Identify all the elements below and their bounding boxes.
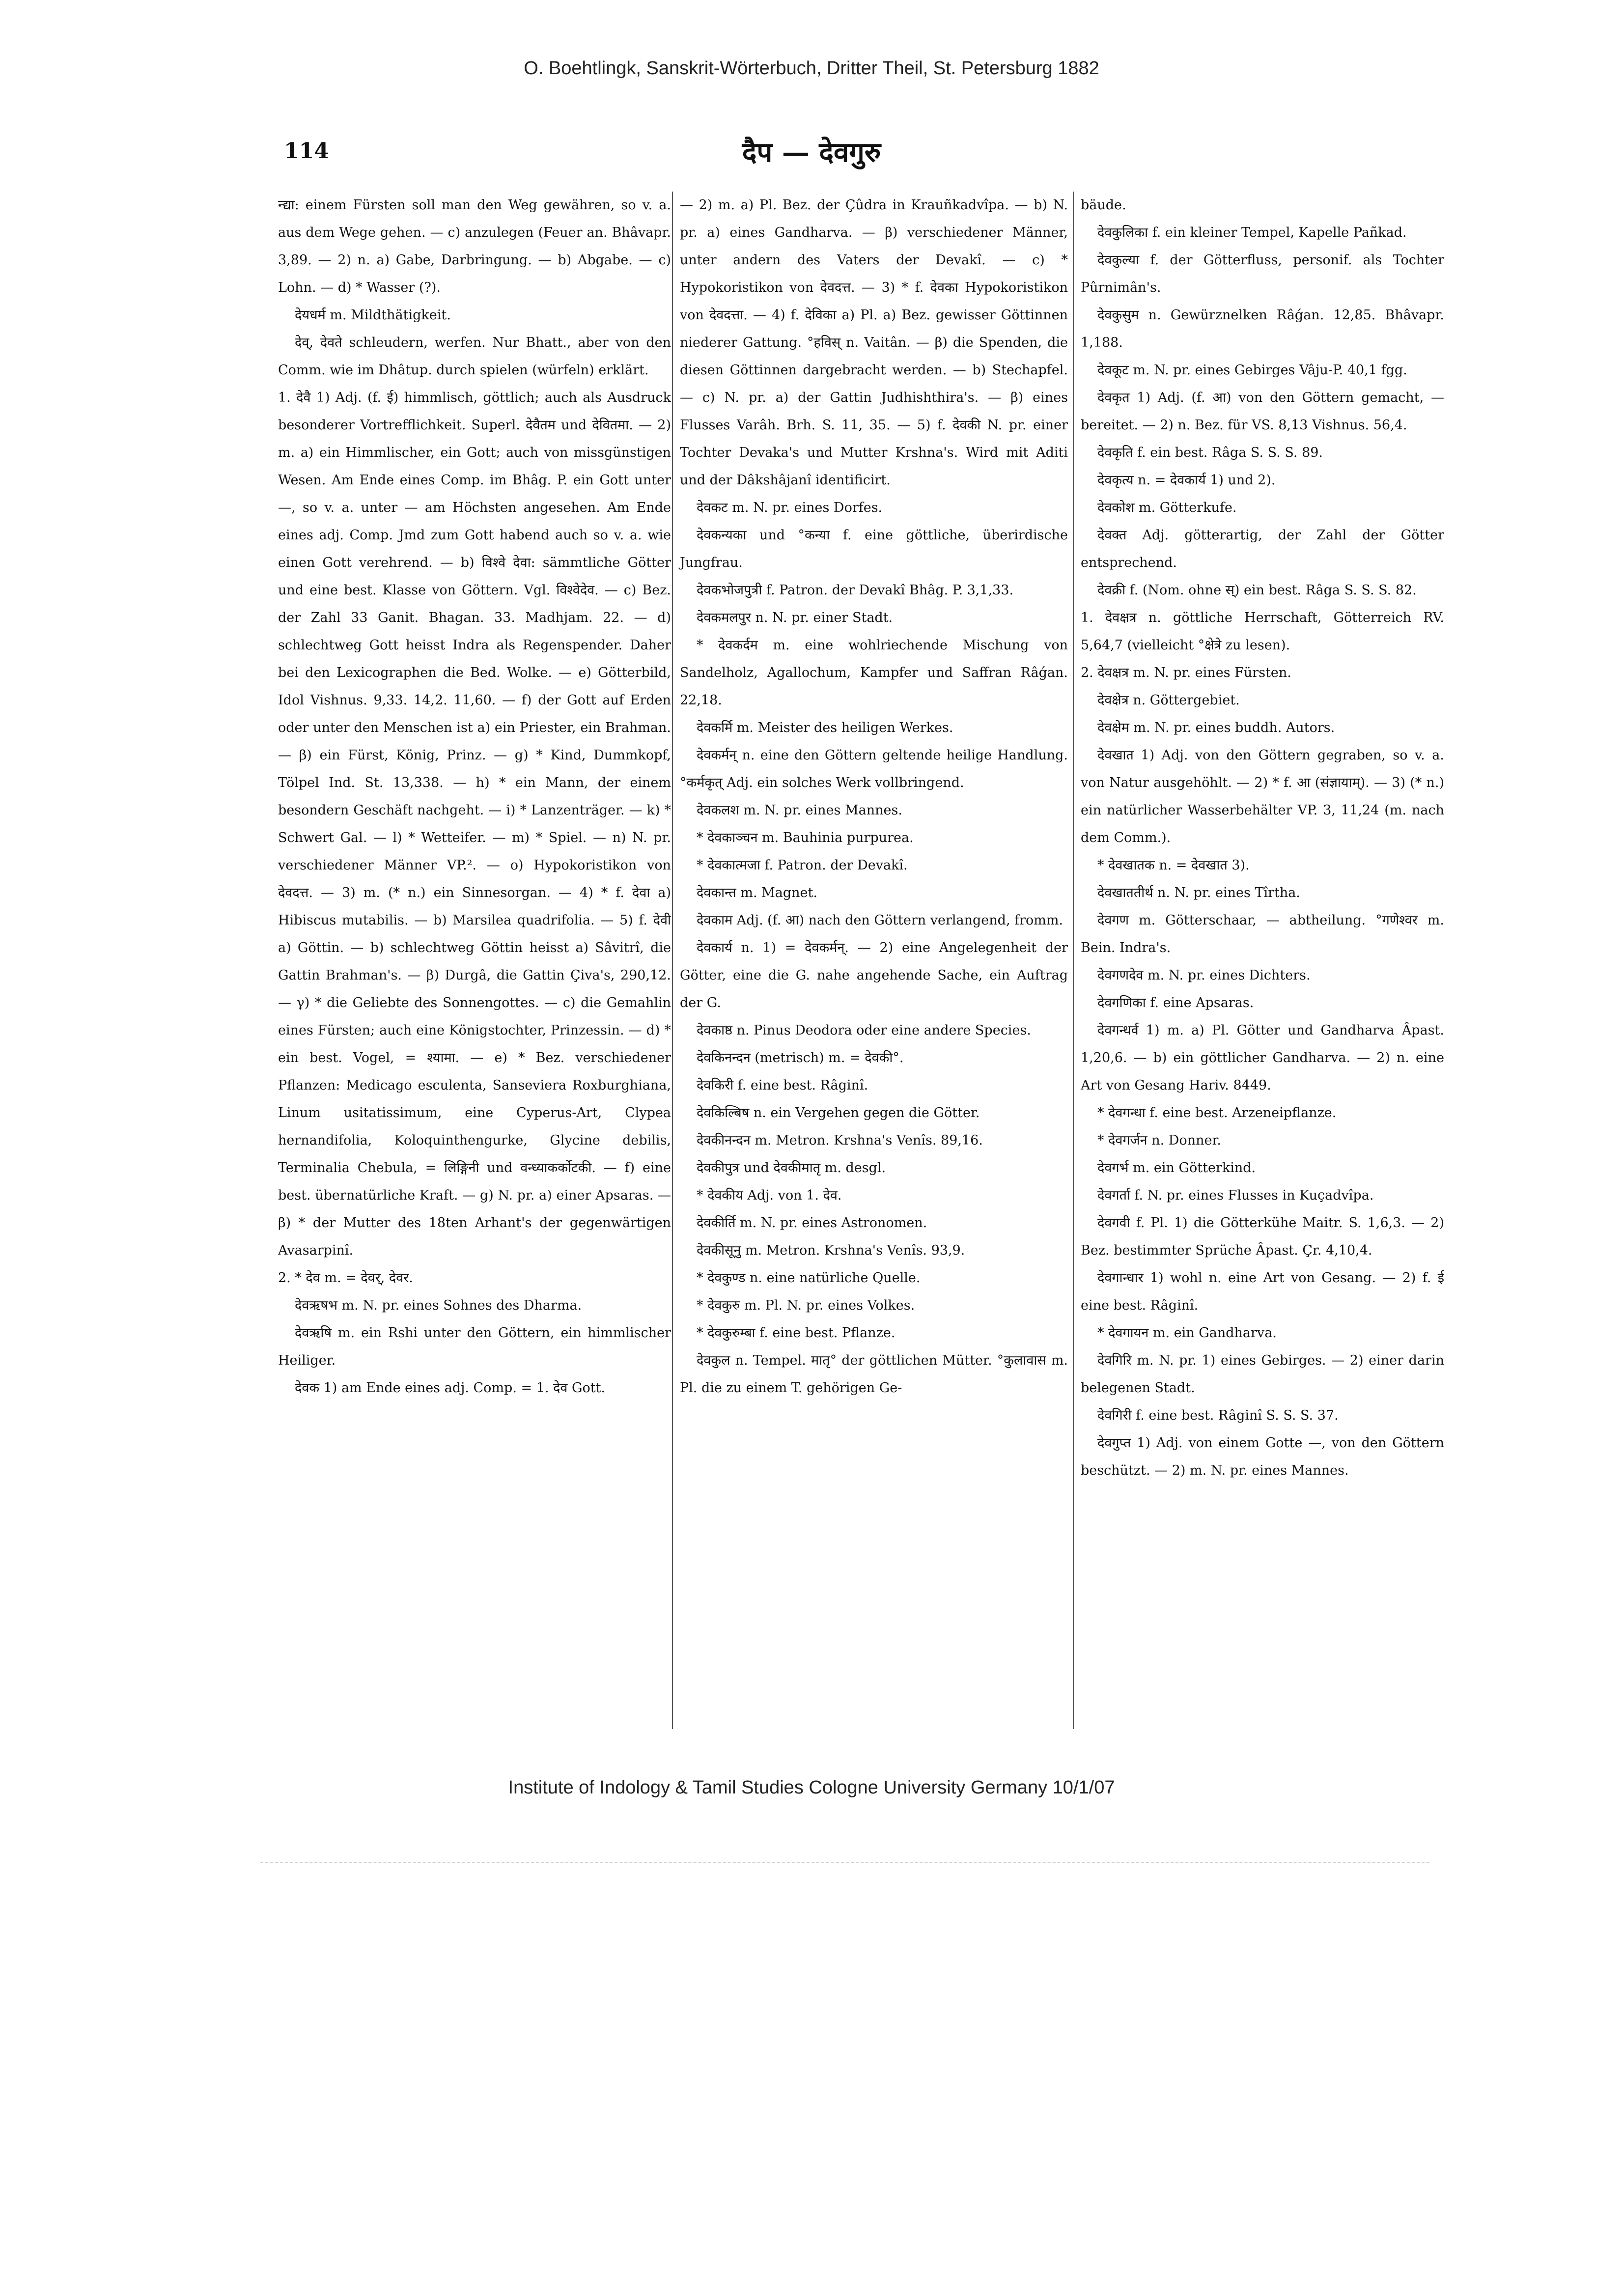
dictionary-entry: देवक्त Adj. götterartig, der Zahl der Götter entsprechend.	[1081, 528, 1444, 570]
dictionary-entry: देवकमलपुर n. N. pr. einer Stadt.	[697, 610, 893, 625]
dictionary-entry: * देवकीय Adj. von 1. देव.	[697, 1188, 842, 1203]
dictionary-entry: देवकीनन्दन m. Metron. Krshna's Venîs. 89,16.	[697, 1133, 983, 1148]
dictionary-entry: देवक्षेत्र n. Göttergebiet.	[1097, 693, 1240, 708]
dictionary-entry: * देवकर्दम m. eine wohlriechende Mischung von Sandelholz, Agallochum, Kampfer und Saffran Râǵan. 22,18.	[680, 638, 1068, 708]
dictionary-entry: देवकार्य n. 1) = देवकर्मन्. — 2) eine Angelegenheit der Götter, eine die G. nahe angehende Sache, ein Auftrag der G.	[680, 940, 1068, 1010]
dictionary-entry: * देवकात्मजा f. Patron. der Devakî.	[697, 858, 908, 873]
dictionary-entry: देवकुलिका f. ein kleiner Tempel, Kapelle Pañkad.	[1097, 225, 1407, 240]
dictionary-entry: देवकोश m. Götterkufe.	[1097, 500, 1237, 515]
dictionary-entry: 2. देवक्षत्र m. N. pr. eines Fürsten.	[1081, 665, 1291, 680]
dictionary-entry: देवक्री f. (Nom. ohne स्) ein best. Râga S. S. S. 82.	[1097, 583, 1417, 598]
dictionary-column-2	[672, 192, 1068, 1729]
dictionary-entry: देवखाततीर्थ n. N. pr. eines Tîrtha.	[1097, 885, 1300, 900]
dictionary-entry: देवकिरी f. eine best. Râginî.	[697, 1078, 868, 1093]
dictionary-entry: 2. * देव m. = देवर्, देवर.	[278, 1270, 413, 1286]
dictionary-entry: देवकीपुत्र und देवकीमातृ m. desgl.	[697, 1160, 886, 1176]
source-footer: Institute of Indology & Tamil Studies Cologne University Germany 10/1/07	[508, 1777, 1115, 1798]
dictionary-entry: * देवकुण्ड n. eine natürliche Quelle.	[697, 1270, 921, 1286]
scan-divider	[260, 1862, 1429, 1863]
dictionary-entry: देवकृत्य n. = देवकार्य 1) und 2).	[1097, 473, 1276, 488]
dictionary-entry: देवकृत 1) Adj. (f. आ) von den Göttern gemacht, — bereitet. — 2) n. Bez. für VS. 8,13 Vishnus. 56,4.	[1081, 390, 1444, 433]
dictionary-entry: देवगान्धार 1) wohl n. eine Art von Gesang. — 2) f. ई eine best. Râginî.	[1081, 1270, 1444, 1313]
dictionary-entry: देवऋषि m. ein Rshi unter den Göttern, ein himmlischer Heiliger.	[278, 1325, 671, 1368]
dictionary-entry: देवगवी f. Pl. 1) die Götterkühe Maitr. S. 1,6,3. — 2) Bez. bestimmter Sprüche Âpast. Çr. 4,10,4.	[1081, 1215, 1444, 1258]
dictionary-entry: देवक 1) am Ende eines adj. Comp. = 1. देव Gott.	[295, 1380, 606, 1396]
dictionary-entry: देवकर्मन् n. eine den Göttern geltende heilige Handlung. °कर्मकृत् Adj. ein solches Werk vollbringend.	[680, 748, 1068, 790]
dictionary-entry: देवकिल्बिष n. ein Vergehen gegen die Götter.	[697, 1105, 980, 1120]
dictionary-entry: देवकाम Adj. (f. आ) nach den Göttern verlangend, fromm.	[697, 913, 1063, 928]
dictionary-entry: * देवखातक n. = देवखात 3).	[1097, 858, 1250, 873]
dictionary-entry: देवकन्यका und °कन्या f. eine göttliche, überirdische Jungfrau.	[680, 528, 1068, 570]
dictionary-entry: bäude.	[1081, 197, 1126, 213]
dictionary-entry: देव्, देवते schleudern, werfen. Nur Bhatt., aber von den Comm. wie im Dhâtup. durch spielen (würfeln) erklärt.	[278, 335, 671, 378]
dictionary-entry: देवकिनन्दन (metrisch) m. = देवकी°.	[697, 1050, 904, 1065]
running-head: दैप — देवगुरु	[742, 136, 881, 168]
dictionary-entry: 1. देवक्षत्र n. göttliche Herrschaft, Götterreich RV. 5,64,7 (vielleicht °क्षेत्रे zu lesen).	[1081, 610, 1444, 653]
dictionary-entry: देवकाष्ठ n. Pinus Deodora oder eine andere Species.	[697, 1023, 1031, 1038]
dictionary-entry: देवक्षेम m. N. pr. eines buddh. Autors.	[1097, 720, 1335, 735]
dictionary-entry: देवगर्ता f. N. pr. eines Flusses in Kuçadvîpa.	[1097, 1188, 1374, 1203]
page-number: 114	[284, 139, 329, 164]
dictionary-entry: * देवगायन m. ein Gandharva.	[1097, 1325, 1277, 1341]
dictionary-entry: देवगिरि m. N. pr. 1) eines Gebirges. — 2) einer darin belegenen Stadt.	[1081, 1353, 1444, 1396]
dictionary-entry: देवगण m. Götterschaar, — abtheilung. °गणेश्वर m. Bein. Indra's.	[1081, 913, 1444, 955]
dictionary-entry: देवकुल्या f. der Götterfluss, personif. als Tochter Pûrnimân's.	[1081, 252, 1444, 295]
dictionary-entry: देवकृति f. ein best. Râga S. S. S. 89.	[1097, 445, 1323, 460]
dictionary-entry: देवकभोजपुत्री f. Patron. der Devakî Bhâg. P. 3,1,33.	[697, 583, 1014, 598]
dictionary-entry: देवकीर्ति m. N. pr. eines Astronomen.	[697, 1215, 927, 1231]
dictionary-entry: देवकीसूनु m. Metron. Krshna's Venîs. 93,9.	[697, 1243, 965, 1258]
dictionary-column-3	[1073, 192, 1444, 1729]
dictionary-entry: न्द्या: einem Fürsten soll man den Weg gewähren, so v. a. aus dem Wege gehen. — c) anzulegen (Feuer an. Bhâvapr. 3,89. — 2) n. a) Gabe, Darbringung. — b) Abgabe. — c) Lohn. — d) * Wasser (?).	[278, 197, 671, 295]
dictionary-entry: देवकुसुम n. Gewürznelken Râǵan. 12,85. Bhâvapr. 1,188.	[1081, 308, 1444, 350]
dictionary-entry: देवगर्भ m. ein Götterkind.	[1097, 1160, 1256, 1176]
dictionary-entry: देवकलश m. N. pr. eines Mannes.	[697, 803, 902, 818]
dictionary-entry: * देवकाञ्चन m. Bauhinia purpurea.	[697, 830, 914, 845]
dictionary-entry: * देवकुरु m. Pl. N. pr. eines Volkes.	[697, 1298, 915, 1313]
dictionary-entry: देवगन्धर्व 1) m. a) Pl. Götter und Gandharva Âpast. 1,20,6. — b) ein göttlicher Gandharva. — 2) n. eine Art von Gesang Hariv. 8449.	[1081, 1023, 1444, 1093]
dictionary-column-1	[278, 192, 671, 1729]
dictionary-entry: देवकुल n. Tempel. मातृ° der göttlichen Mütter. °कुलावास m. Pl. die zu einem T. gehörigen Ge-	[680, 1353, 1068, 1396]
dictionary-entry: * देवगर्जन n. Donner.	[1097, 1133, 1221, 1148]
dictionary-entry: देयधर्म m. Mildthätigkeit.	[295, 308, 451, 323]
dictionary-entry: * देवगन्धा f. eine best. Arzeneipflanze.	[1097, 1105, 1337, 1120]
dictionary-entry: देवगुप्त 1) Adj. von einem Gotte —, von den Göttern beschützt. — 2) m. N. pr. eines Mannes.	[1081, 1435, 1444, 1478]
dictionary-entry: देवगणिका f. eine Apsaras.	[1097, 995, 1254, 1010]
dictionary-entry: — 2) m. a) Pl. Bez. der Çûdra in Krauñkadvîpa. — b) N. pr. a) eines Gandharva. — β) verschiedener Männer, unter andern des Vaters der Devakî. — c) * Hypokoristikon von देवदत्त. — 3) * f. देवका Hypokoristikon von देवदत्ता. — 4) f. देविका a) Pl. a) Bez. gewisser Göttinnen niederer Gattung. °हविस् n. Vaitân. — β) die Spenden, die diesen Göttinnen dargebracht werden. — b) Stechapfel. — c) N. pr. a) der Gattin Judhishthira's. — β) eines Flusses Varâh. Brh. S. 11, 35. — 5) f. देवकी N. pr. einer Tochter Devaka's und Mutter Krshna's. Wird mit Aditi und der Dâkshâjanî identificirt.	[680, 197, 1068, 488]
dictionary-entry: देवखात 1) Adj. von den Göttern gegraben, so v. a. von Natur ausgehöhlt. — 2) * f. आ (संज्ञायाम्). — 3) (* n.) ein natürlicher Wasserbehälter VP. 3, 11,24 (m. nach dem Comm.).	[1081, 748, 1444, 845]
dictionary-entry: देवकर्मि m. Meister des heiligen Werkes.	[697, 720, 953, 735]
dictionary-entry: देवगिरी f. eine best. Râginî S. S. S. 37.	[1097, 1408, 1339, 1423]
dictionary-entry: देवगणदेव m. N. pr. eines Dichters.	[1097, 968, 1311, 983]
dictionary-entry: देवकूट m. N. pr. eines Gebirges Vâju-P. 40,1 fgg.	[1097, 363, 1407, 378]
dictionary-entry: * देवकुरुम्बा f. eine best. Pflanze.	[697, 1325, 895, 1341]
dictionary-entry: 1. देवै 1) Adj. (f. ई) himmlisch, göttlich; auch als Ausdruck besonderer Vortrefflichkeit. Superl. देवैतम und देवितमा. — 2) m. a) ein Himmlischer, ein Gott; auch von missgünstigen Wesen. Am Ende eines Comp. im Bhâg. P. ein Gott unter —, so v. a. unter — am Höchsten angesehen. Am Ende eines adj. Comp. Jmd zum Gott habend auch so v. a. wie einen Gott verehrend. — b) विश्वे देवा: sämmtliche Götter und eine best. Klasse von Göttern. Vgl. विश्वेदेव. — c) Bez. der Zahl 33 Ganit. Bhagan. 33. Madhjam. 22. — d) schlechtweg Gott heisst Indra als Regenspender. Daher bei den Lexicographen die Bed. Wolke. — e) Götterbild, Idol Vishnus. 9,33. 14,2. 11,60. — f) der Gott auf Erden oder unter den Menschen ist a) ein Priester, ein Brahman. — β) ein Fürst, König, Prinz. — g) * Kind, Dummkopf, Tölpel Ind. St. 13,338. — h) * ein Mann, der einem besondern Geschäft nachgeht. — i) * Lanzenträger. — k) * Schwert Gal. — l) * Wetteifer. — m) * Spiel. — n) N. pr. verschiedener Männer VP.². — o) Hypokoristikon von देवदत्त. — 3) m. (* n.) ein Sinnesorgan. — 4) * f. देवा a) Hibiscus mutabilis. — b) Marsilea quadrifolia. — 5) f. देवी a) Göttin. — b) schlechtweg Göttin heisst a) Sâvitrî, die Gattin Brahman's. — β) Durgâ, die Gattin Çiva's, 290,12. — γ) * die Geliebte des Sonnengottes. — c) die Gemahlin eines Fürsten; auch eine Königstochter, Prinzessin. — d) * ein best. Vogel, = श्यामा. — e) * Bez. verschiedener Pflanzen: Medicago esculenta, Sanseviera Roxburghiana, Linum usitatissimum, eine Cyperus-Art, Clypea hernandifolia, Koloquinthengurke, Glycine debilis, Terminalia Chebula, = लिङ्गिनी und वन्ध्याकर्कोटकी. — f) eine best. übernatürliche Kraft. — g) N. pr. a) einer Apsaras. — β) * der Mutter des 18ten Arhant's der gegenwärtigen Avasarpinî.	[278, 390, 671, 1258]
dictionary-entry: देवकट m. N. pr. eines Dorfes.	[697, 500, 883, 515]
dictionary-entry: देवकान्त m. Magnet.	[697, 885, 817, 900]
source-header: O. Boehtlingk, Sanskrit-Wörterbuch, Dritter Theil, St. Petersburg 1882	[524, 58, 1099, 79]
dictionary-entry: देवऋषभ m. N. pr. eines Sohnes des Dharma.	[295, 1298, 582, 1313]
